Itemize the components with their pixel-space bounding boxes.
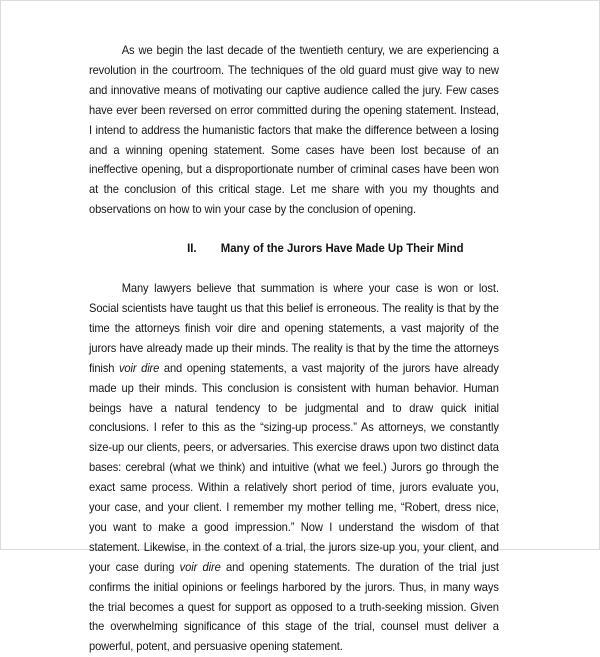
latin-term-voir-dire-1: voir dire: [118, 361, 160, 375]
paragraph-jurors-text-3: and opening statements. The duration of the trial just confirms the initial opinions or feelings harbored by the jurors. Thus, in many ways the trial becomes a quest for support as opposed to a truth-seeking mission. Given the overwhelming significance of this stage of the trial, counsel must deliver a powerful, potent, and persuasive opening statement.: [89, 560, 499, 654]
paragraph-jurors-text-1: Many lawyers believe that summation is where your case is won or lost. Social scientists have taught us that this belief is erroneous. The reality is that by the time the attorneys finish voir dire and opening statements, a vast majority of the jurors have already made up their minds. The reality is that by the time the attorneys finish: [89, 282, 499, 375]
paragraph-jurors: [89, 279, 499, 657]
paragraph-spacer: [89, 220, 515, 239]
paragraph-jurors-text-2: and opening statements, a vast majority of the jurors have already made up their minds. This conclusion is consistent with human behavior. Human beings have a natural tendency to be judgmental and to draw quick initial conclusions. I refer to this as the “sizing-up process.” As attorneys, we constantly size-up our clients, peers, or adversaries. This exercise draws upon two distinct data bases: cerebral (what we think) and intuitive (what we feel.) Jurors go through the exact same process. Within a relatively short period of time, jurors evaluate you, your case, and your client. I remember my mother telling me, “Robert, dress nice, you want to make a good impression.” Now I understand the wisdom of that statement. Likewise, in the context of a trial, the jurors size-up you, your client, and your case during: [89, 361, 499, 574]
document-body: [89, 41, 515, 657]
latin-term-voir-dire-2: voir dire: [179, 560, 221, 574]
section-heading: [89, 239, 499, 259]
heading-spacer: [89, 259, 515, 279]
section-heading-title: Many of the Jurors Have Made Up Their Mind: [220, 241, 464, 256]
paragraph-intro: [89, 41, 499, 220]
paragraph-intro-text: As we begin the last decade of the twentieth century, we are experiencing a revolution in the courtroom. The techniques of the old guard must give way to new and innovative means of motivating our captive audience called the jury. Few cases have ever been reversed on error committed during the opening statement. Instead, I intend to address the humanistic factors that make the difference between a losing and a winning opening statement. Some cases have been lost because of an ineffective opening, but a disproportionate number of criminal cases have been won at the conclusion of this critical stage. Let me share with you my thoughts and observations on how to win your case by the conclusion of opening.: [89, 44, 499, 217]
section-heading-block: [89, 239, 515, 259]
section-heading-numeral: II.: [187, 241, 197, 256]
